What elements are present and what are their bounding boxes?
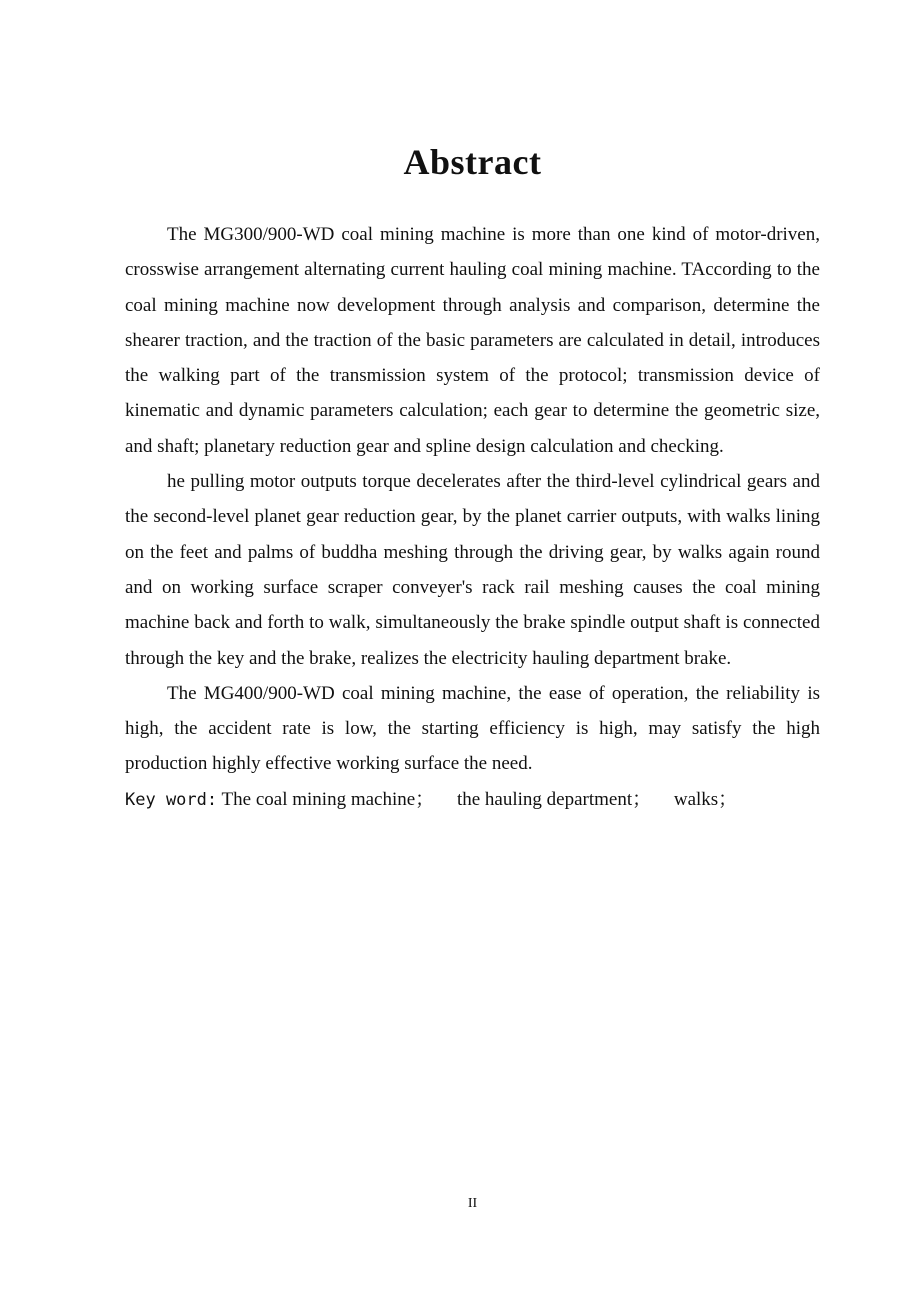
- abstract-paragraph-3: The MG400/900-WD coal mining machine, the ease of operation, the reliability is high, the accident rate is low, the starting efficiency is high, may satisfy the high production highly effective working surface the need.: [125, 682, 820, 775]
- page-number: II: [467, 1196, 478, 1211]
- keywords-label: Key word:: [125, 789, 218, 810]
- keyword-item: walks；: [673, 788, 738, 810]
- abstract-paragraph-1: The MG300/900-WD coal mining machine is more than one kind of motor-driven, crosswise arrangement alternating current hauling coal mining machine. TAccording to the coal mining machine now development through analysis and comparison, determine the shearer traction, and the traction of the basic parameters are calculated in detail, introduces the walking part of the transmission system of the protocol; transmission device of kinematic and dynamic parameters calculation; each gear to determine the geometric size, and shaft; planetary reduction gear and spline design calculation and checking.: [125, 224, 820, 457]
- keyword-item: the hauling department；: [456, 788, 652, 810]
- keywords-line: [125, 782, 820, 818]
- abstract-paragraph-2: he pulling motor outputs torque decelerates after the third-level cylindrical gears and the second-level planet gear reduction gear, by the planet carrier outputs, with walks lining on the feet and palms of buddha meshing through the driving gear, by walks again round and on working surface scraper conveyer's rack rail meshing causes the coal mining machine back and forth to walk, simultaneously the brake spindle output shaft is connected through the key and the brake, realizes the electricity hauling department brake.: [125, 471, 820, 669]
- abstract-body: [125, 217, 820, 818]
- page-title: Abstract: [403, 142, 542, 182]
- keyword-item: The coal mining machine；: [221, 788, 435, 810]
